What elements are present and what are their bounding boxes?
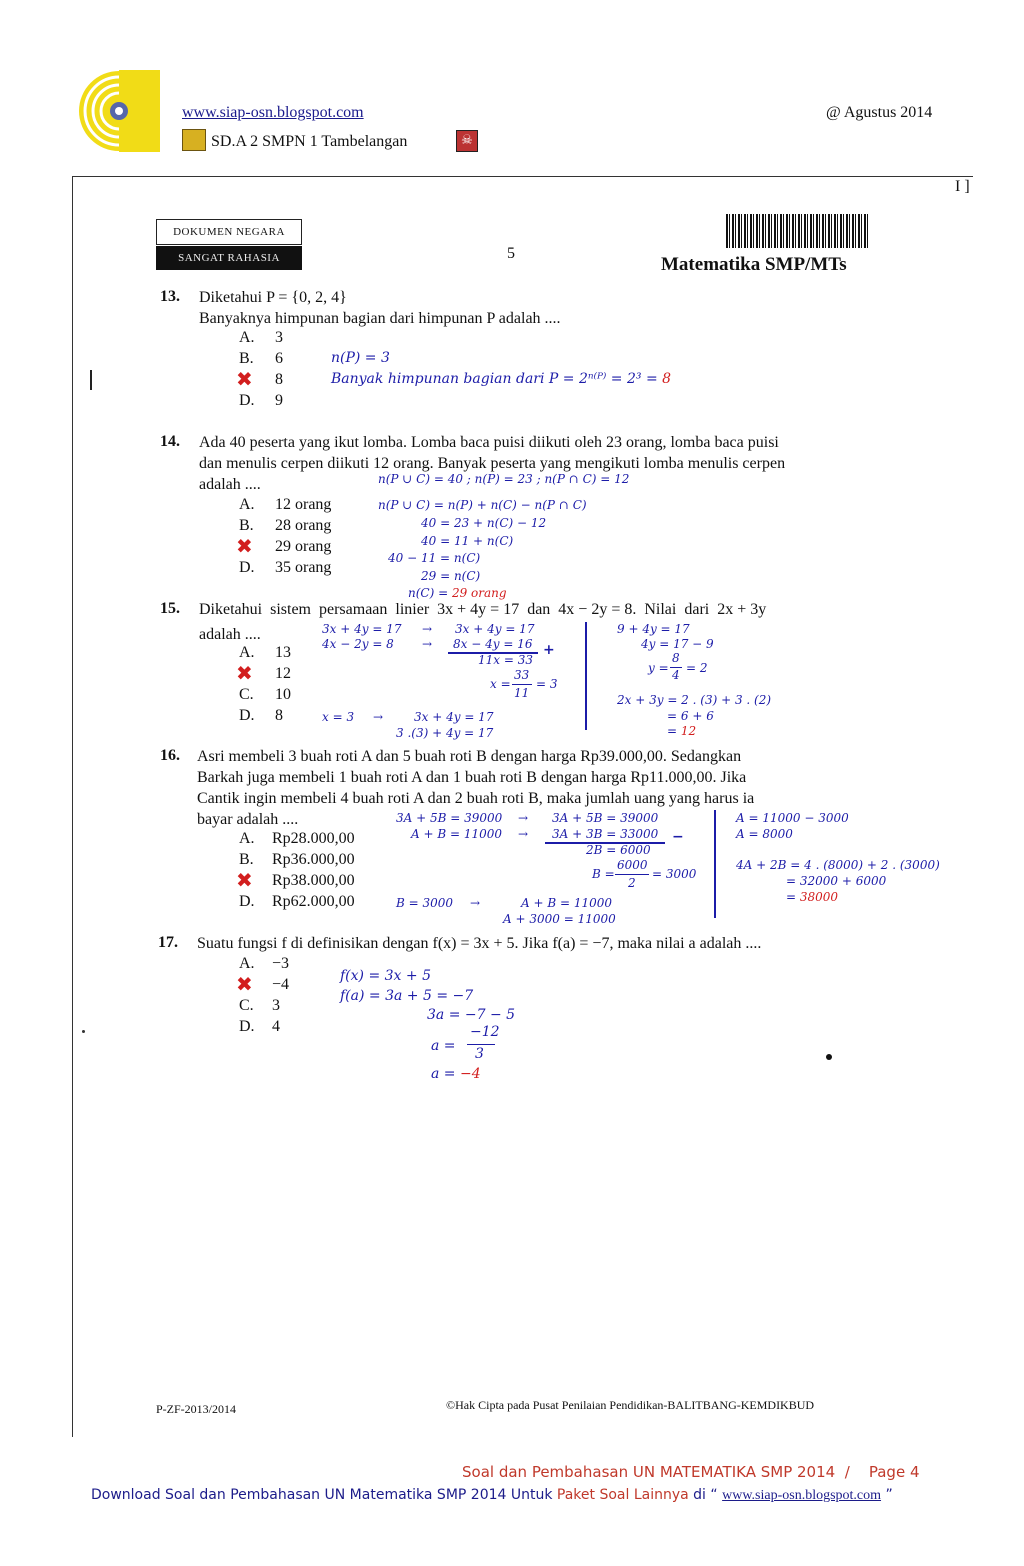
- q16-r5-text: =: [786, 890, 800, 904]
- site-logo: [78, 70, 160, 152]
- q17-work-3: 3a = −7 − 5: [427, 1007, 516, 1023]
- correct-cross-icon: ✖: [236, 661, 253, 685]
- q13-line2: Banyaknya himpunan bagian dari himpunan P adalah ....: [199, 310, 561, 327]
- q17-opt-a-value: −3: [272, 955, 290, 972]
- footer-title: [462, 1463, 919, 1481]
- footer-title-text: Soal dan Pembahasan UN MATEMATIKA SMP 2014 /: [462, 1463, 850, 1481]
- q17-work-4-den: 3: [475, 1046, 484, 1062]
- q15-opt-b-value: 12: [275, 665, 291, 682]
- q17-fraction-bar: [467, 1044, 495, 1045]
- q15-r3-res: = 2: [686, 661, 708, 675]
- correct-cross-icon: ✖: [236, 868, 253, 892]
- q15-plus-sign: +: [543, 642, 555, 658]
- q16-r1: A = 11000 − 3000: [736, 811, 849, 825]
- q15-number: 15.: [160, 600, 180, 617]
- q16-line2: Barkah juga membeli 1 buah roti A dan 1 buah roti B dengan harga Rp11.000,00. Jika: [197, 769, 747, 786]
- q13-line1: Diketahui P = {0, 2, 4}: [199, 289, 347, 306]
- q14-opt-d-value: 35 orang: [275, 559, 332, 576]
- q15-eq2: 4x − 2y = 8: [322, 637, 394, 651]
- q16-line4: bayar adalah ....: [197, 811, 299, 828]
- school-name: SD.A 2 SMPN 1 Tambelangan: [211, 133, 408, 150]
- q17-work-5: [431, 1066, 481, 1082]
- q14-answer: 29 orang: [451, 586, 507, 600]
- doc-subject: Matematika SMP/MTs: [661, 254, 847, 275]
- q16-opt-c-value: Rp38.000,00: [272, 872, 355, 889]
- footer-download-prefix: Download Soal dan Pembahasan UN Matematika SMP 2014 Untuk: [91, 1487, 557, 1503]
- footer-download-red: Paket Soal Lainnya: [556, 1487, 689, 1503]
- q15-r4: 2x + 3y = 2 . (3) + 3 . (2): [617, 693, 772, 707]
- q16-minus-sign: −: [672, 829, 684, 845]
- q15-x-den: 11: [514, 686, 530, 700]
- q14-line1: Ada 40 peserta yang ikut lomba. Lomba baca puisi diikuti oleh 23 orang, lomba baca puisi: [199, 434, 779, 451]
- q13-opt-a-value: 3: [275, 329, 283, 346]
- q16-eq2: A + B = 11000: [411, 827, 503, 841]
- q14-opt-b-value: 28 orang: [275, 517, 332, 534]
- q17-work-5-text: a =: [431, 1066, 460, 1082]
- q14-work-4: 40 = 11 + n(C): [421, 534, 514, 548]
- q14-work-7: [408, 586, 507, 600]
- q15-opt-d-label: D.: [239, 707, 255, 724]
- q16-subst-lhs: B = 3000: [396, 896, 454, 910]
- footer-download-mid: di “: [688, 1487, 723, 1503]
- margin-mark: [90, 370, 92, 390]
- q15-sum: 11x = 33: [478, 653, 533, 667]
- q15-r1: 9 + 4y = 17: [617, 622, 690, 636]
- doc-classification-bottom: SANGAT RAHASIA: [156, 246, 302, 270]
- q13-opt-b-value: 6: [275, 350, 283, 367]
- q16-opt-a-label: A.: [239, 830, 255, 847]
- q15-r3-lhs: y =: [648, 661, 669, 675]
- q15-subst-eq: 3x + 4y = 17: [414, 710, 494, 724]
- q17-line1: Suatu fungsi f di definisikan dengan f(x) = 3x + 5. Jika f(a) = −7, maka nilai a adalah ....: [197, 935, 762, 952]
- q15-opt-c-label: C.: [239, 686, 254, 703]
- doc-code: P-ZF-2013/2014: [156, 1402, 237, 1416]
- q17-opt-d-label: D.: [239, 1018, 255, 1035]
- q17-number: 17.: [158, 934, 178, 951]
- q16-number: 16.: [160, 747, 180, 764]
- q17-answer: −4: [459, 1066, 481, 1082]
- correct-cross-icon: ✖: [236, 534, 253, 558]
- q13-work-1: n(P) = 3: [331, 350, 390, 366]
- q16-b-num: 6000: [617, 858, 648, 872]
- q13-opt-d-value: 9: [275, 392, 283, 409]
- q15-subst-lhs: x = 3: [322, 710, 355, 724]
- q15-eq2x: 8x − 4y = 16: [453, 637, 533, 651]
- q13-opt-a-label: A.: [239, 329, 255, 346]
- q15-x-lhs: x =: [490, 677, 511, 691]
- q17-work-1: f(x) = 3x + 5: [340, 968, 431, 984]
- q14-work-3: 40 = 23 + n(C) − 12: [421, 516, 547, 530]
- scan-dot: [82, 1030, 85, 1033]
- q14-work-1: n(P ∪ C) = 40 ; n(P) = 23 ; n(P ∩ C) = 12: [378, 472, 630, 486]
- q14-work-2: n(P ∪ C) = n(P) + n(C) − n(P ∩ C): [378, 498, 587, 512]
- q16-r3: 4A + 2B = 4 . (8000) + 2 . (3000): [736, 858, 940, 872]
- q14-line3: adalah ....: [199, 476, 261, 493]
- barcode: [726, 214, 870, 248]
- q15-divider: [585, 622, 587, 730]
- q16-r2: A = 8000: [736, 827, 793, 841]
- q16-line1: Asri membeli 3 buah roti A dan 5 buah roti B dengan harga Rp39.000,00. Sedangkan: [197, 748, 742, 765]
- q16-opt-d-value: Rp62.000,00: [272, 893, 355, 910]
- q14-work-5: 40 − 11 = n(C): [388, 551, 481, 565]
- page-corner-marks: I ]: [955, 178, 970, 195]
- q16-opt-b-label: B.: [239, 851, 254, 868]
- q16-b-bar: [615, 874, 649, 875]
- q14-opt-c-value: 29 orang: [275, 538, 332, 555]
- q15-r5: = 6 + 6: [667, 709, 714, 723]
- q15-subst-eq2: 3 .(3) + 4y = 17: [396, 726, 494, 740]
- q16-b-lhs: B =: [592, 867, 615, 881]
- q16-subst-eq: A + B = 11000: [521, 896, 613, 910]
- q15-x-result: = 3: [536, 677, 558, 691]
- q13-work-2: [331, 371, 671, 387]
- q16-r5: [786, 890, 838, 904]
- q17-work-4-num: −12: [470, 1024, 500, 1040]
- correct-cross-icon: ✖: [236, 972, 253, 996]
- q14-work-6: 29 = n(C): [421, 569, 481, 583]
- q16-line3: Cantik ingin membeli 4 buah roti A dan 2 buah roti B, maka jumlah uang yang harus ia: [197, 790, 755, 807]
- q16-diff: 2B = 6000: [586, 843, 651, 857]
- q15-r3-den: 4: [672, 668, 680, 682]
- q13-opt-c-value: 8: [275, 371, 283, 388]
- q17-opt-b-value: −4: [272, 976, 290, 993]
- q13-opt-b-label: B.: [239, 350, 254, 367]
- q13-number: 13.: [160, 288, 180, 305]
- q16-answer: 38000: [799, 890, 839, 904]
- q16-eq1: 3A + 5B = 39000: [396, 811, 503, 825]
- doc-page-number: 5: [507, 245, 515, 262]
- q15-opt-c-value: 10: [275, 686, 291, 703]
- footer-download-link[interactable]: www.siap-osn.blogspot.com: [722, 1488, 882, 1503]
- q16-arrow3: →: [470, 896, 481, 910]
- q16-arrow2: →: [518, 827, 529, 841]
- q14-line2: dan menulis cerpen diikuti 12 orang. Banyak peserta yang mengikuti lomba menulis cerpen: [199, 455, 786, 472]
- q14-opt-b-label: B.: [239, 517, 254, 534]
- footer-page: Page 4: [868, 1463, 920, 1481]
- q15-arrow3: →: [373, 710, 384, 724]
- q16-eq1x: 3A + 5B = 39000: [552, 811, 659, 825]
- q13-work-2-text: Banyak himpunan bagian dari P = 2ⁿ⁽ᴾ⁾ = 2³ =: [331, 371, 663, 387]
- q16-b-den: 2: [628, 876, 636, 890]
- q17-work-2: f(a) = 3a + 5 = −7: [340, 988, 474, 1004]
- q15-opt-d-value: 8: [275, 707, 283, 724]
- q15-fraction-bar: [512, 684, 532, 685]
- q15-opt-a-value: 13: [275, 644, 291, 661]
- header-date: @ Agustus 2014: [826, 104, 933, 121]
- q16-b-res: = 3000: [652, 867, 697, 881]
- q15-r6: [667, 724, 696, 738]
- q16-r4: = 32000 + 6000: [786, 874, 887, 888]
- q16-opt-b-value: Rp36.000,00: [272, 851, 355, 868]
- q16-opt-a-value: Rp28.000,00: [272, 830, 355, 847]
- q14-number: 14.: [160, 433, 180, 450]
- q15-line2: adalah ....: [199, 626, 261, 643]
- q16-eq2x: 3A + 3B = 33000: [552, 827, 659, 841]
- q16-opt-d-label: D.: [239, 893, 255, 910]
- q15-answer: 12: [680, 724, 697, 738]
- scan-dot: [826, 1054, 832, 1060]
- q16-divider: [714, 810, 716, 918]
- q15-arrow1: →: [422, 622, 433, 636]
- footer-download: [91, 1487, 893, 1504]
- q14-opt-a-value: 12 orang: [275, 496, 332, 513]
- skull-icon: ☠: [456, 130, 478, 152]
- q15-eq1x: 3x + 4y = 17: [455, 622, 535, 636]
- correct-cross-icon: ✖: [236, 367, 253, 391]
- q16-arrow1: →: [518, 811, 529, 825]
- q13-opt-d-label: D.: [239, 392, 255, 409]
- q15-r2: 4y = 17 − 9: [641, 637, 714, 651]
- q17-opt-c-value: 3: [272, 997, 280, 1014]
- q15-x-num: 33: [514, 668, 530, 682]
- q17-work-4-lhs: a =: [431, 1038, 456, 1054]
- doc-copyright: ©Hak Cipta pada Pusat Penilaian Pendidikan-BALITBANG-KEMDIKBUD: [446, 1398, 815, 1412]
- q13-answer: 8: [662, 371, 672, 387]
- q15-eq1: 3x + 4y = 17: [322, 622, 402, 636]
- q17-opt-c-label: C.: [239, 997, 254, 1014]
- q15-arrow2: →: [422, 637, 433, 651]
- q17-opt-a-label: A.: [239, 955, 255, 972]
- footer-download-suffix: ”: [881, 1487, 893, 1503]
- q14-work-7-text: n(C) =: [408, 586, 452, 600]
- q17-opt-d-value: 4: [272, 1018, 280, 1035]
- q14-opt-a-label: A.: [239, 496, 255, 513]
- q15-line1: Diketahui sistem persamaan linier 3x + 4y = 17 dan 4x − 2y = 8. Nilai dari 2x + 3y: [199, 601, 767, 618]
- q16-subst-eq2: A + 3000 = 11000: [503, 912, 616, 926]
- school-icon: [182, 129, 206, 151]
- q15-opt-a-label: A.: [239, 644, 255, 661]
- q15-r6-text: =: [667, 724, 681, 738]
- site-link[interactable]: www.siap-osn.blogspot.com: [182, 104, 364, 121]
- q14-opt-d-label: D.: [239, 559, 255, 576]
- doc-classification-top: DOKUMEN NEGARA: [156, 219, 302, 245]
- q15-r3-num: 8: [672, 651, 680, 665]
